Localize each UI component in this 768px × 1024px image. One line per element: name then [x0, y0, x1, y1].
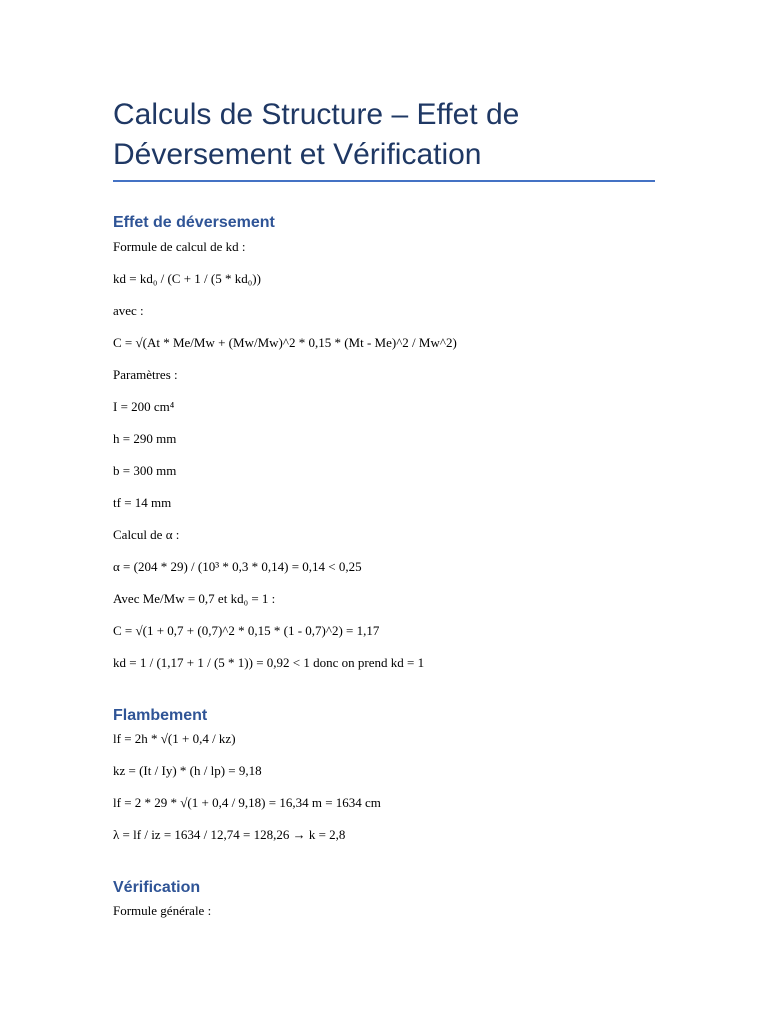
paragraph-line: Paramètres : [113, 367, 178, 382]
formula-line: lf = 2h * √(1 + 0,4 / kz) [113, 731, 236, 746]
section-heading-deversement: Effet de déversement [113, 214, 275, 231]
title-underline-rule [113, 180, 655, 182]
formula-line: lf = 2 * 29 * √(1 + 0,4 / 9,18) = 16,34 m = 1634 cm [113, 795, 381, 810]
section-heading-flambement: Flambement [113, 707, 208, 724]
formula-line: kd = kd₀ / (C + 1 / (5 * kd₀)) [113, 271, 261, 286]
formula-line: kd = 1 / (1,17 + 1 / (5 * 1)) = 0,92 < 1 donc on prend kd = 1 [113, 655, 425, 670]
parameter-line: b = 300 mm [113, 463, 177, 478]
document-title [113, 95, 658, 175]
formula-line: C = √(At * Me/Mw + (Mw/Mw)^2 * 0,15 * (Mt - Me)^2 / Mw^2) [113, 335, 457, 350]
title-line-1: Calculs de Structure – Effet de [113, 98, 520, 131]
paragraph-line: Avec Me/Mw = 0,7 et kd₀ = 1 : [113, 591, 276, 606]
formula-line: C = √(1 + 0,7 + (0,7)^2 * 0,15 * (1 - 0,7)^2) = 1,17 [113, 623, 380, 638]
formula-line: λ = lf / iz = 1634 / 12,74 = 128,26 → k = 2,8 [113, 827, 346, 842]
paragraph-line: Calcul de α : [113, 527, 180, 542]
section-heading-verification: Vérification [113, 879, 201, 896]
formula-line: α = (204 * 29) / (10³ * 0,3 * 0,14) = 0,14 < 0,25 [113, 559, 362, 574]
formula-line: kz = (It / Iy) * (h / lp) = 9,18 [113, 763, 262, 778]
paragraph-line: avec : [113, 303, 144, 318]
title-line-2: Déversement et Vérification [113, 138, 482, 171]
parameter-line: h = 290 mm [113, 431, 177, 446]
paragraph-line: Formule générale : [113, 903, 212, 918]
paragraph-line: Formule de calcul de kd : [113, 239, 246, 254]
parameter-line: I = 200 cm⁴ [113, 399, 175, 414]
parameter-line: tf = 14 mm [113, 495, 172, 510]
